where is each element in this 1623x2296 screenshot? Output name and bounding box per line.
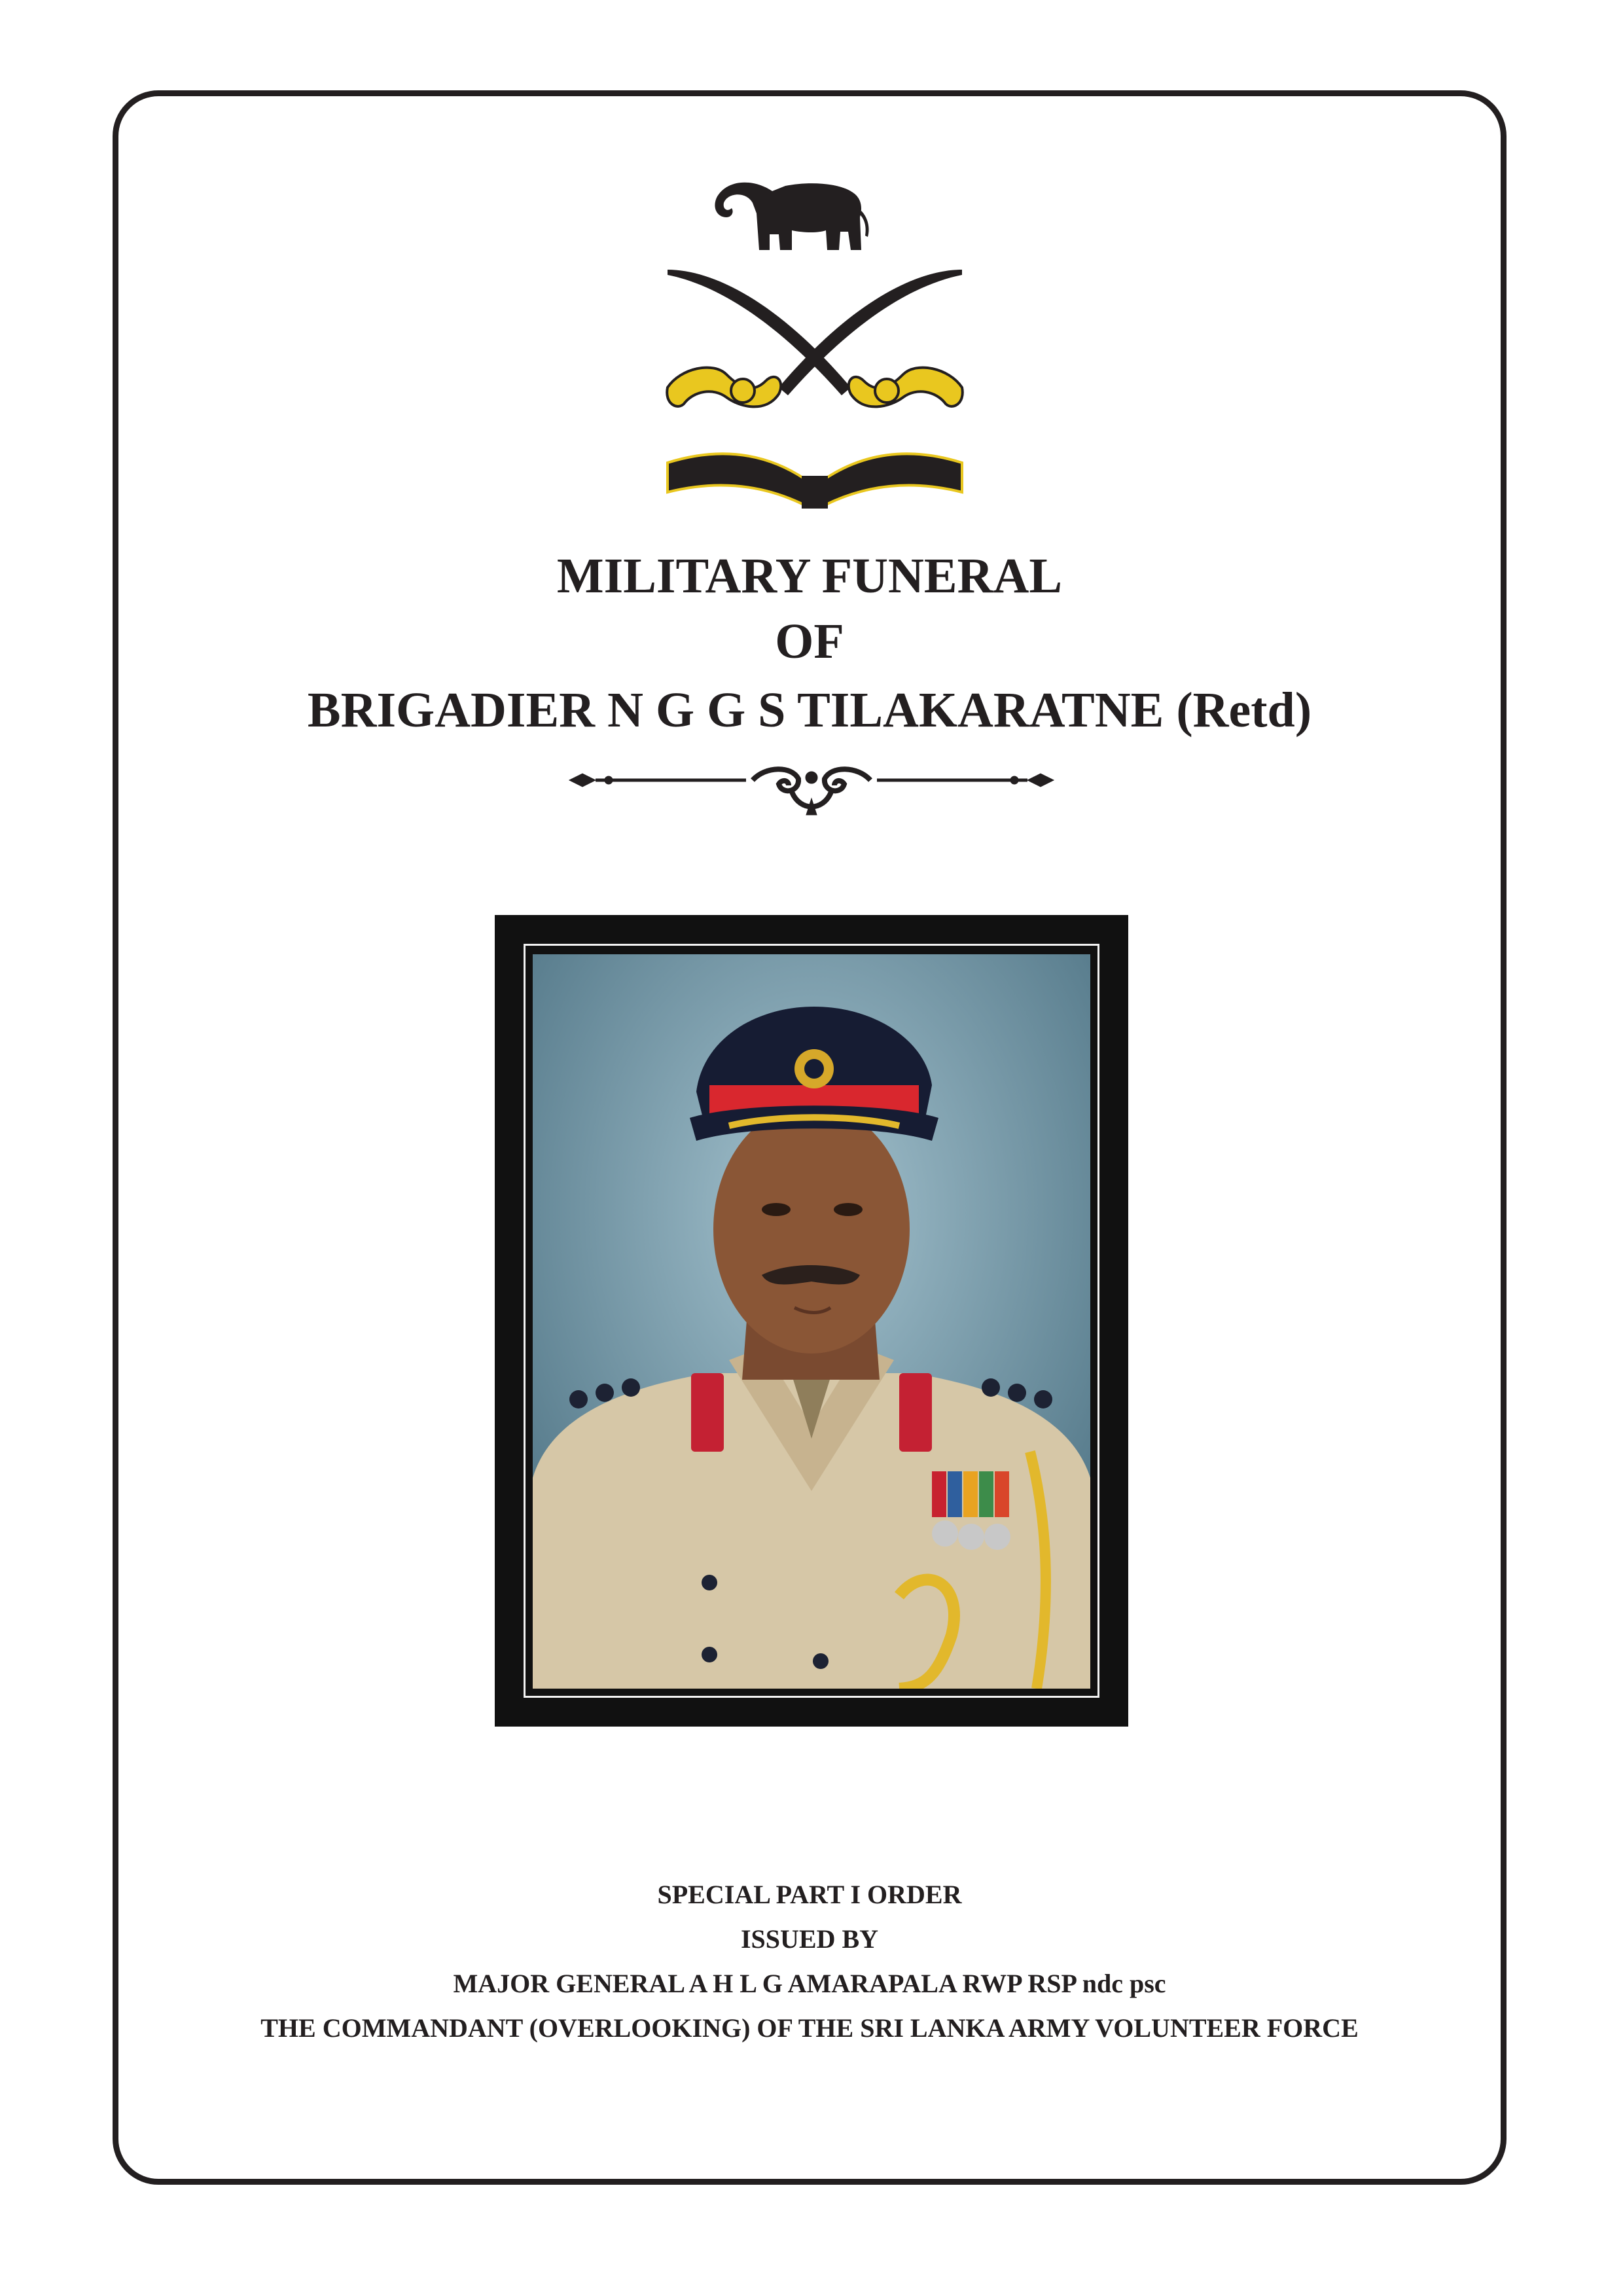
officer-portrait [533, 954, 1090, 1689]
order-title: SPECIAL PART I ORDER [657, 1880, 962, 1909]
motto-scroll-icon [668, 454, 962, 509]
order-issuer-appointment: THE COMMANDANT (OVERLOOKING) OF THE SRI LANKA ARMY VOLUNTEER FORCE [260, 2013, 1359, 2043]
sri-lanka-army-crest-icon [654, 171, 975, 518]
funeral-heading-line-3: BRIGADIER N G G S TILAKARATNE (Retd) [307, 683, 1312, 738]
funeral-heading-line-2: OF [775, 614, 844, 669]
elephant-icon [715, 183, 868, 250]
ornament-divider-icon [556, 753, 1067, 825]
order-issuer-name: MAJOR GENERAL A H L G AMARAPALA RWP RSP ndc psc [453, 1969, 1166, 1998]
funeral-heading-line-1: MILITARY FUNERAL [556, 548, 1063, 603]
crossed-swords-icon [667, 270, 963, 406]
order-issued-by: ISSUED BY [740, 1924, 879, 1954]
portrait-frame [495, 915, 1128, 1727]
